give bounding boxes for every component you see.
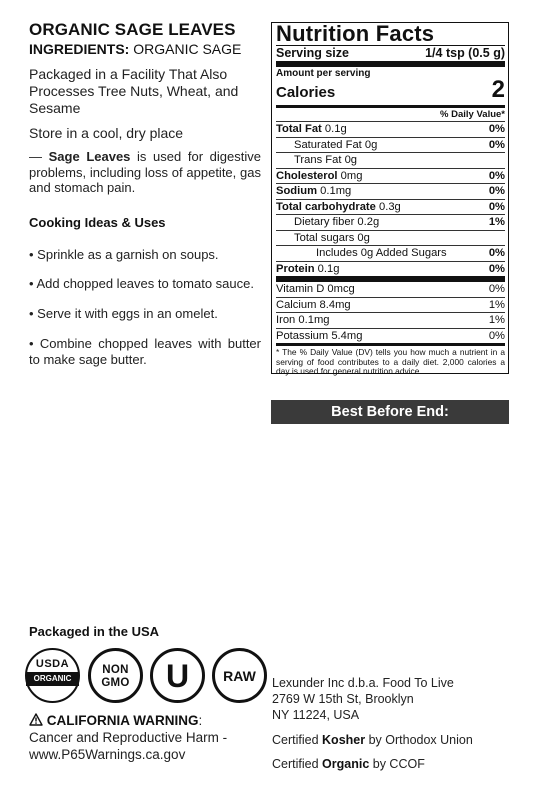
cooking-tip: • Add chopped leaves to tomato sauce. [29, 276, 254, 291]
nutrient-row-cholesterol [276, 168, 505, 184]
nutrient-amount: 0g [361, 138, 378, 151]
nutrient-row-total-sugars [276, 230, 505, 246]
nutrient-label: Dietary fiber [294, 216, 355, 228]
usda-logo-band: ORGANIC [26, 672, 79, 686]
serving-size-row [276, 46, 505, 61]
nutrient-amount: 0.1g [314, 262, 340, 275]
usda-logo-text: USDA [35, 658, 70, 670]
nutrient-amount: 0mg [337, 169, 363, 182]
usda-organic-icon [25, 648, 80, 703]
nutrient-amount: 0.3g [375, 200, 401, 213]
divider [276, 343, 505, 346]
nutrition-facts-panel [271, 22, 509, 374]
daily-value-footnote: * The % Daily Value (DV) tells you how much a nutrient in a serving of food contributes to a daily diet. 2,000 calories a day is used for general nutrition advice. [276, 347, 505, 376]
vitamin-pct: 1% [488, 298, 505, 311]
company-address [272, 675, 454, 723]
desc-bold: Sage Leaves [48, 149, 131, 164]
cert-bold: Organic [322, 757, 370, 771]
nutrient-label: Protein [276, 262, 315, 275]
kosher-u-letter: U [165, 658, 190, 694]
nutrient-row-total-carbohydrate [276, 199, 505, 215]
raw-icon [212, 648, 267, 703]
vitamin-pct: 0% [488, 283, 505, 295]
cert-suffix: by Orthodox Union [365, 733, 473, 747]
nutrient-pct: 1% [488, 216, 505, 228]
vitamin-row [276, 328, 505, 344]
nutrient-row-saturated-fat [276, 137, 505, 153]
warning-heading: CALIFORNIA WARNING [46, 713, 199, 728]
ingredients-label: INGREDIENTS: [29, 41, 130, 57]
vitamin-label: Vitamin D 0mcg [276, 283, 355, 295]
nutrient-label: Sodium [276, 185, 318, 197]
nutrient-row-total-fat [276, 121, 505, 137]
nutrient-amount: 0.2g [354, 216, 380, 228]
nutrient-pct: 0% [488, 169, 505, 182]
vitamin-label: Calcium 8.4mg [276, 298, 351, 311]
cert-prefix: Certified [272, 733, 323, 747]
ingredients-value: ORGANIC SAGE [129, 41, 242, 57]
address-line: 2769 W 15th St, Brooklyn [272, 692, 414, 706]
cooking-ideas-heading: Cooking Ideas & Uses [29, 214, 166, 230]
kosher-certification [272, 733, 473, 747]
nutrient-row-trans-fat [276, 152, 505, 168]
vitamin-row [276, 312, 505, 328]
nutrient-amount: 0g [354, 231, 370, 244]
calories-value: 2 [491, 76, 505, 103]
serving-size-label: Serving size [276, 46, 349, 60]
daily-value-header: % Daily Value* [440, 109, 505, 120]
warning-triangle-icon [29, 713, 43, 726]
nutrition-facts-title: Nutrition Facts [276, 21, 435, 46]
nutrient-row-protein [276, 261, 505, 277]
nutrient-label: Includes 0g Added Sugars [316, 247, 447, 259]
warning-body: Cancer and Reproductive Harm - www.P65Warnings.ca.gov [29, 730, 228, 762]
cooking-tip: • Serve it with eggs in an omelet. [29, 305, 218, 321]
product-info-column [29, 20, 261, 367]
vitamin-pct: 1% [488, 314, 505, 326]
best-before-banner: Best Before End: [271, 400, 509, 424]
non-gmo-text-2: GMO [101, 677, 130, 689]
nutrient-amount: 0.1mg [317, 185, 352, 197]
organic-certification [272, 757, 425, 771]
certification-logos [24, 648, 264, 704]
raw-text: RAW [223, 668, 256, 684]
nutrient-amount: 0g [341, 154, 358, 166]
address-line: NY 11224, USA [272, 708, 360, 722]
vitamin-label: Potassium 5.4mg [276, 329, 363, 342]
nutrient-pct: 0% [488, 200, 505, 213]
allergen-facility-note: Packaged in a Facility That Also Processes Tree Nuts, Wheat, and Sesame [29, 66, 239, 116]
amount-per-serving: Amount per serving [276, 68, 371, 79]
cooking-tip: • Sprinkle as a garnish on soups. [29, 246, 219, 262]
ingredients-line [29, 41, 261, 58]
nutrient-label: Cholesterol [276, 169, 338, 182]
nutrient-pct: 0% [488, 247, 505, 259]
cert-suffix: by CCOF [369, 757, 425, 771]
nutrient-label: Saturated Fat [294, 138, 362, 151]
product-description [29, 149, 261, 196]
nutrient-pct: 0% [488, 185, 505, 197]
vitamin-row [276, 297, 505, 313]
cooking-tip: • Combine chopped leaves with butter to make sage butter. [29, 336, 261, 367]
nutrient-label: Total sugars [294, 231, 355, 244]
nutrient-amount: 0.1g [321, 123, 347, 135]
nutrient-pct: 0% [488, 262, 505, 275]
vitamin-row [276, 282, 505, 297]
vitamin-label: Iron 0.1mg [276, 314, 330, 326]
nutrient-label: Total carbohydrate [276, 200, 376, 213]
nutrient-pct: 0% [488, 123, 505, 135]
nutrient-row-sodium [276, 183, 505, 199]
nutrient-pct: 0% [488, 138, 505, 151]
vitamin-pct: 0% [488, 329, 505, 342]
cert-prefix: Certified [272, 757, 323, 771]
kosher-u-icon [150, 648, 205, 703]
cert-bold: Kosher [322, 733, 366, 747]
packaged-in-usa: Packaged in the USA [29, 624, 160, 639]
calories-label: Calories [276, 84, 336, 101]
storage-instructions: Store in a cool, dry place [29, 125, 184, 141]
nutrient-row-added-sugars [276, 245, 505, 261]
warning-colon: : [198, 713, 203, 728]
nutrient-label: Trans Fat [294, 154, 342, 166]
california-warning [29, 712, 269, 763]
divider [276, 61, 505, 67]
serving-size-value: 1/4 tsp (0.5 g) [425, 46, 505, 60]
nutrient-row-dietary-fiber [276, 214, 505, 230]
desc-rest: is used for digestive problems, including loss of appetite, gas and stomach pain. [29, 149, 261, 195]
calories-row [276, 76, 505, 103]
desc-prefix: — [29, 149, 49, 164]
nutrient-label: Total Fat [276, 123, 322, 135]
address-line: Lexunder Inc d.b.a. Food To Live [272, 676, 454, 690]
non-gmo-text-1: NON [102, 664, 129, 676]
non-gmo-icon [88, 648, 143, 703]
product-title: ORGANIC SAGE LEAVES [29, 20, 236, 39]
